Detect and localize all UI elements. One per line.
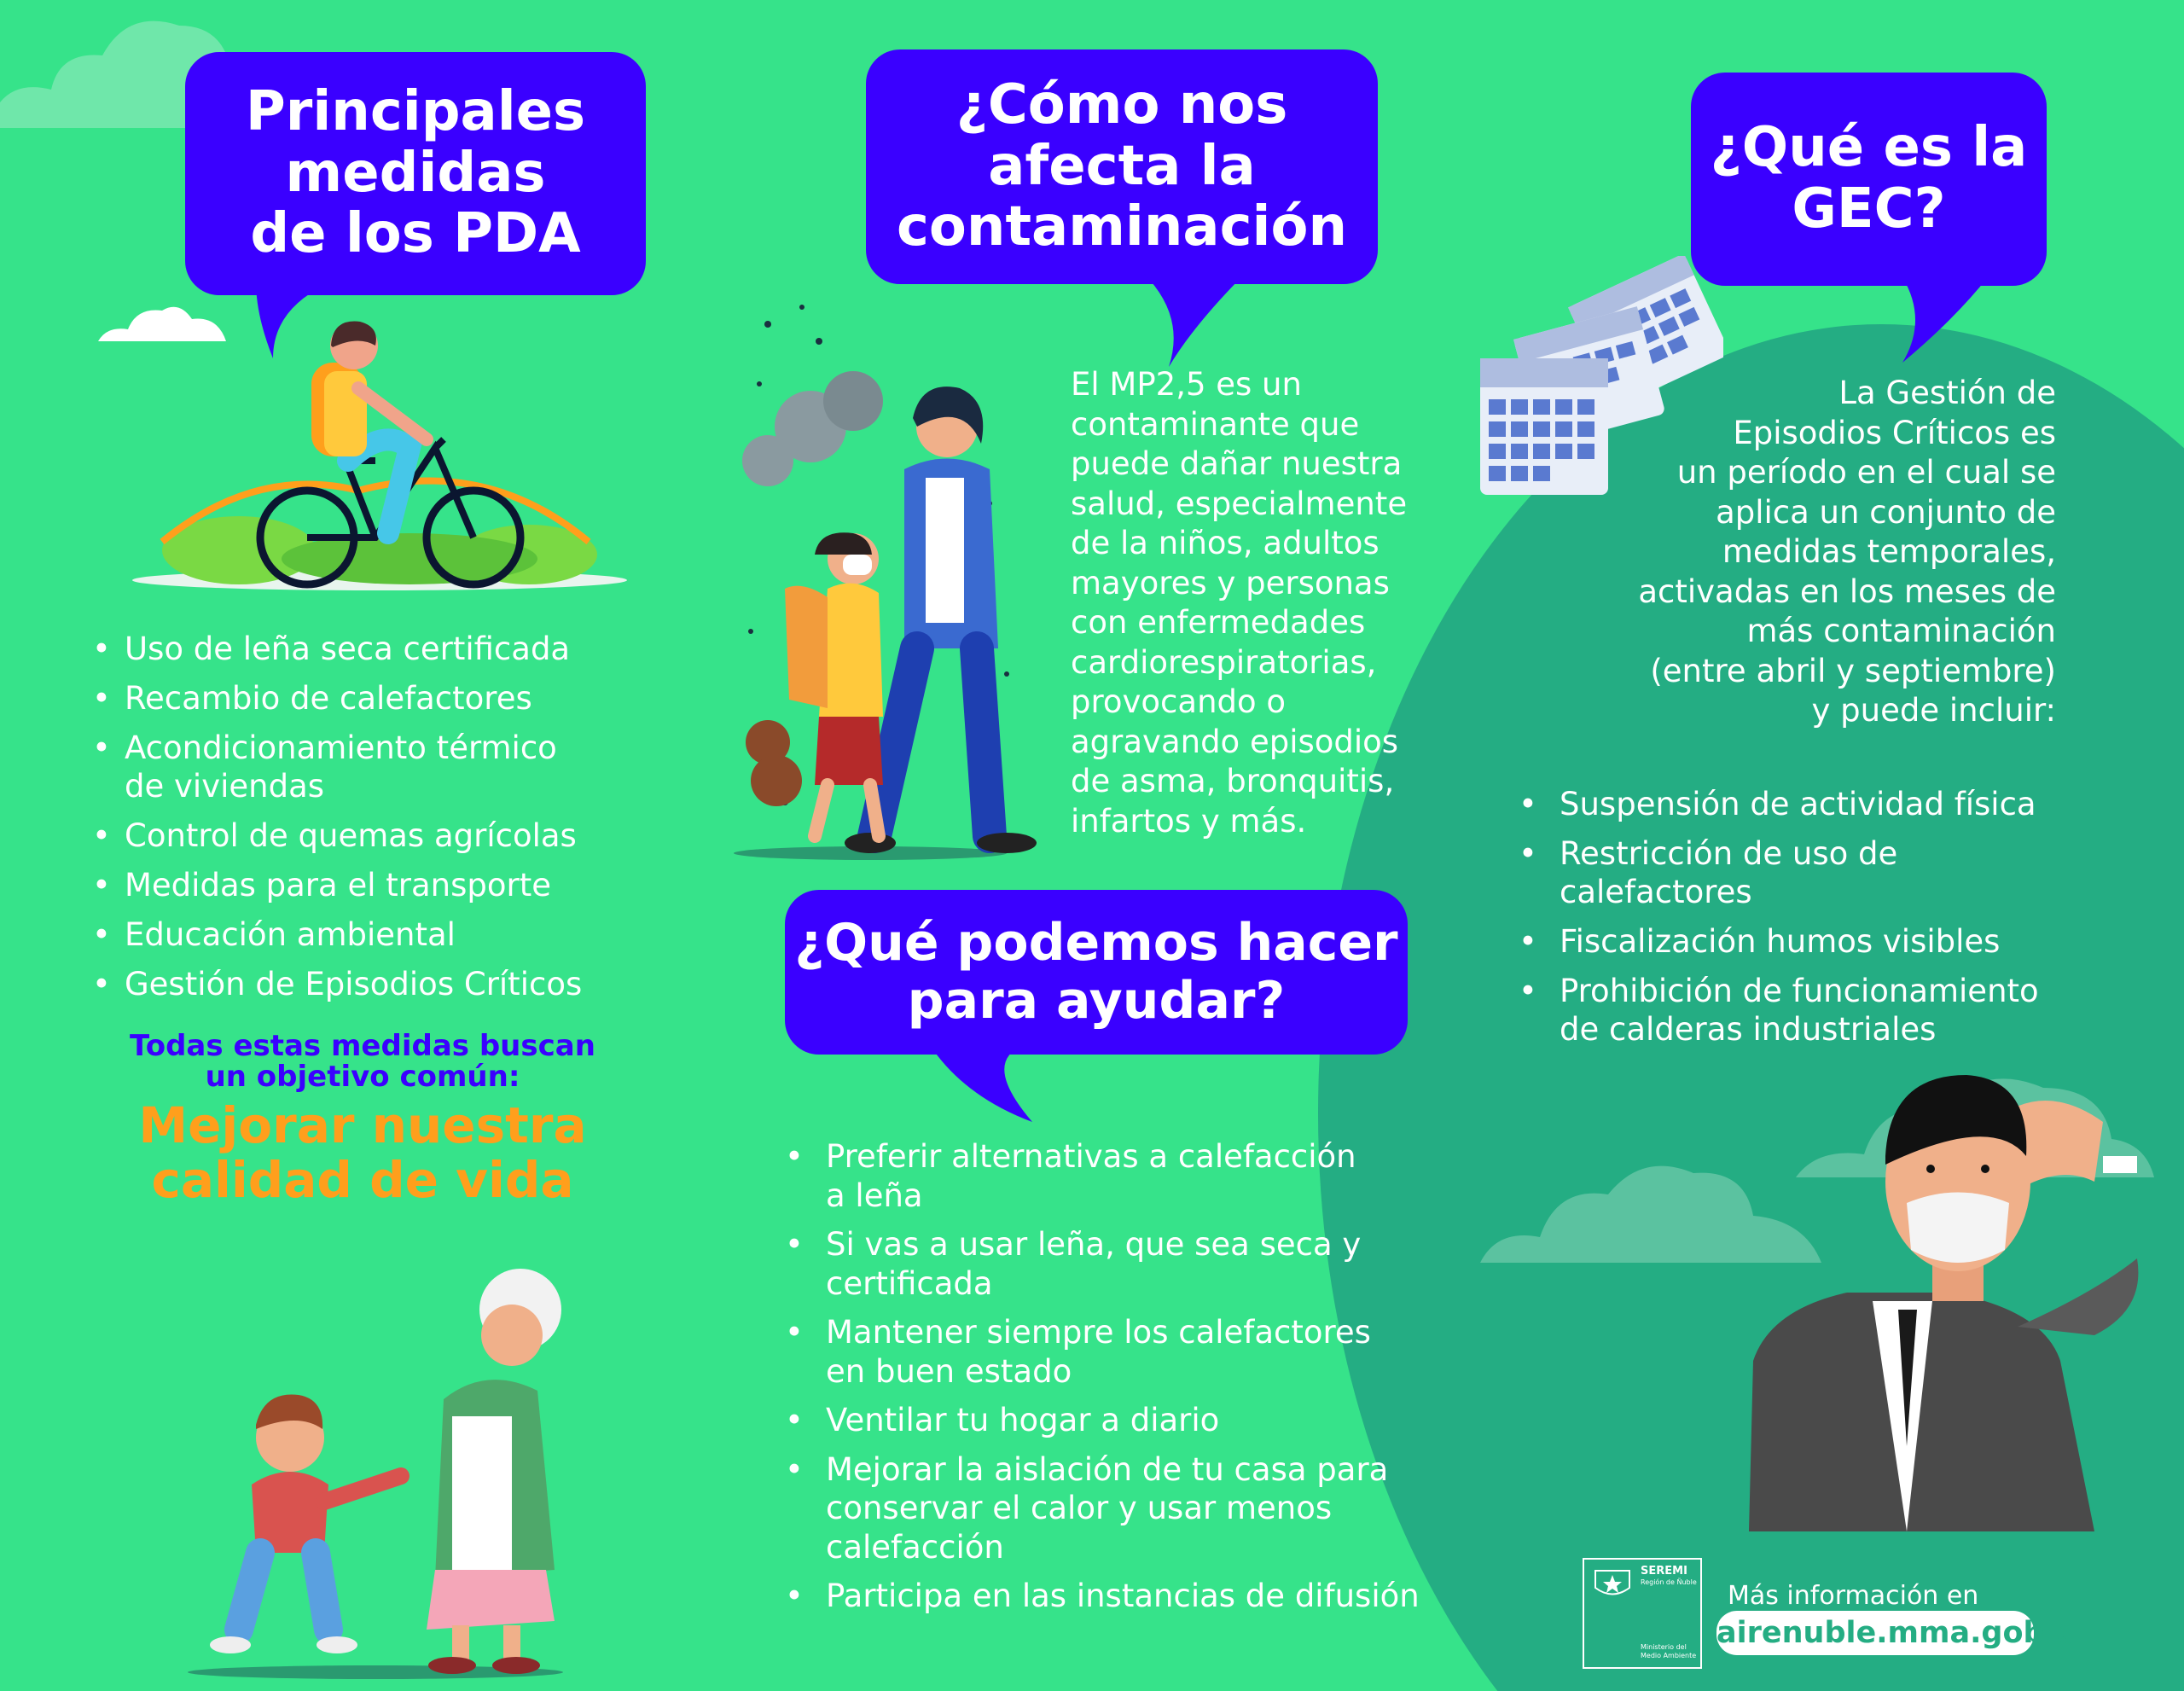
gec-line: un período en el cual se [1676,454,2056,491]
impact-title-bubble [866,49,1378,284]
goal-main [107,1098,619,1207]
list-item-text: Acondicionamiento térmico [125,729,557,766]
pda-title-line: medidas [285,141,546,205]
more-info-label: Más información en [1728,1581,1979,1611]
pda-measures-list [92,630,638,1003]
gec-line: y puede incluir: [1811,692,2056,729]
list-item [92,630,638,668]
list-item [92,965,638,1003]
list-item-text: Control de quemas agrícolas [125,817,577,854]
impact-line: puede dañar nuestra [1071,445,1403,482]
list-item-text: Ventilar tu hogar a diario [826,1402,1220,1438]
bubble-tail [1143,273,1246,367]
help-title [794,915,1397,1029]
list-item [785,1137,1450,1215]
pda-title-line: Principales [245,79,586,143]
pda-title-bubble [185,52,646,295]
list-item-text: Uso de leña seca certificada [125,630,571,667]
gec-title-line: GEC? [1792,177,1946,241]
gec-description [1544,374,2056,731]
list-item-text: Suspensión de actividad física [1560,786,2036,822]
list-item-text: Recambio de calefactores [125,680,532,717]
impact-line: mayores y personas [1071,564,1390,601]
list-item-text: Restricción de uso de [1560,835,1898,872]
impact-line: infartos y más. [1071,802,1307,840]
impact-title-line: contaminación [896,195,1348,259]
list-item-text: Preferir alternativas a calefacción [826,1138,1356,1175]
list-item-text: Fiscalización humos visibles [1560,923,2001,960]
list-item-text: a leña [826,1177,923,1214]
gec-line: Episodios Críticos es [1733,414,2056,451]
goal-main-line: calidad de vida [151,1151,574,1209]
list-item-text: Participa en las instancias de difusión [826,1578,1420,1614]
impact-line: cardiorespiratorias, [1071,643,1377,681]
list-item-text: certificada [826,1264,993,1302]
impact-title-line: afecta la [988,134,1256,198]
impact-title-line: ¿Cómo nos [956,73,1288,137]
gec-line: aplica un conjunto de [1716,493,2056,531]
masked-man-illustration [1736,1054,2163,1531]
bubble-tail [1902,277,1988,363]
impact-line: de asma, bronquitis, [1071,763,1395,799]
pda-title-line: de los PDA [250,202,581,266]
cyclist-illustration [128,311,631,593]
list-item [1519,922,2082,961]
help-title-line: para ayudar? [907,970,1286,1031]
coughing-woman-child-illustration [734,290,1058,862]
impact-line: contaminante que [1071,405,1360,443]
list-item [785,1577,1450,1616]
gec-line: La Gestión de [1838,375,2056,411]
impact-line: provocando o [1071,683,1287,720]
list-item-text: Gestión de Episodios Críticos [125,966,583,1002]
grandmother-child-illustration [179,1229,572,1681]
government-shield-icon [1591,1566,1634,1601]
seremi-logo [1583,1558,1702,1669]
list-item [1519,785,2082,823]
list-item-text: de calderas industriales [1560,1011,1937,1048]
gec-line: más contaminación [1746,613,2056,649]
list-item-text: Educación ambiental [125,916,456,953]
gec-line: activadas en los meses de [1638,572,2056,610]
list-item-text: calefactores [1560,874,1752,910]
list-item-text: Si vas a usar leña, que sea seca y [826,1226,1362,1263]
list-item-text: Prohibición de funcionamiento [1560,973,2039,1009]
list-item-text: calefacción [826,1528,1004,1566]
gec-measures-list [1519,785,2082,1049]
website-link[interactable]: airenuble.mma.gob.cl [1716,1611,2034,1655]
gec-title-line: ¿Qué es la [1710,116,2028,180]
impact-line: de la niños, adultos [1071,525,1380,561]
logo-line: Ministerio del [1641,1643,1687,1651]
pda-title [245,79,586,266]
list-item [92,866,638,904]
list-item-text: Mantener siempre los calefactores [826,1314,1371,1351]
list-item [1519,834,2082,911]
help-title-bubble [785,890,1408,1055]
help-actions-list [785,1137,1450,1616]
bubble-tail [930,1045,1032,1122]
impact-description [1071,365,1438,841]
impact-line: salud, especialmente [1071,485,1408,522]
logo-line: SEREMI [1641,1565,1687,1578]
list-item [1519,972,2082,1049]
goal-main-line: Mejorar nuestra [138,1096,587,1154]
list-item [785,1401,1450,1440]
list-item [92,816,638,855]
logo-ministry [1641,1643,1697,1660]
list-item-text: en buen estado [826,1352,1072,1390]
list-item [92,915,638,954]
help-title-line: ¿Qué podemos hacer [794,913,1398,973]
list-item-text: de viviendas [125,768,325,805]
list-item [785,1225,1450,1303]
impact-line: con enfermedades [1071,604,1366,641]
goal-lead [107,1031,619,1092]
list-item-text: Mejorar la aislación de tu casa para [826,1450,1389,1488]
list-item-text: conservar el calor y usar menos [826,1490,1333,1526]
goal-lead-line: un objetivo común: [205,1060,520,1094]
gec-title [1711,118,2028,240]
goal-lead-line: Todas estas medidas buscan [130,1029,595,1063]
gec-title-bubble [1691,73,2047,286]
list-item [785,1450,1450,1567]
list-item [785,1313,1450,1391]
impact-title [897,75,1347,259]
gec-line: (entre abril y septiembre) [1650,652,2056,689]
impact-line: agravando episodios [1071,723,1399,760]
logo-line: Región de Ñuble [1641,1578,1697,1586]
list-item [92,729,638,805]
list-item [92,679,638,718]
impact-line: El MP2,5 es un [1071,366,1302,403]
gec-line: medidas temporales, [1722,533,2056,570]
list-item-text: Medidas para el transporte [125,867,551,904]
logo-line: Medio Ambiente [1641,1652,1697,1659]
